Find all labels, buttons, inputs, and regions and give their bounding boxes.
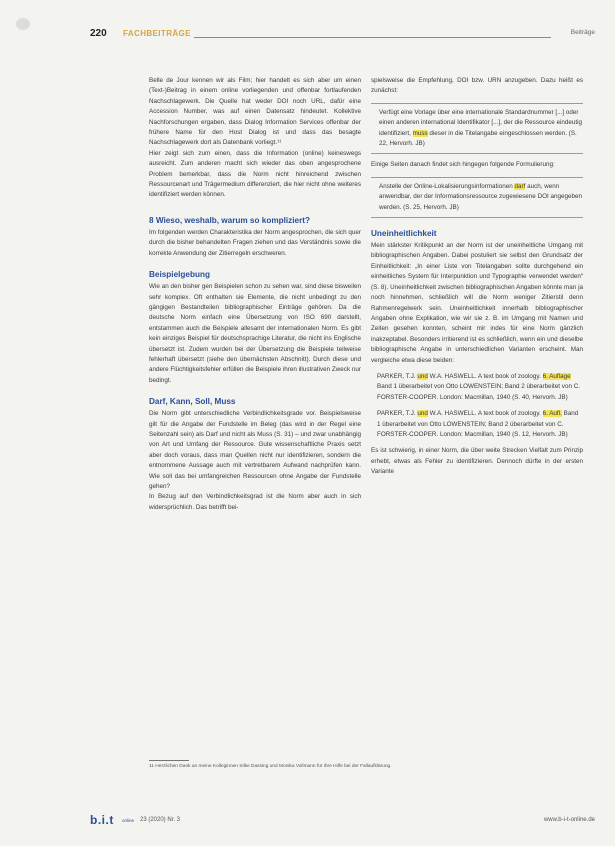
section-heading: 8 Wieso, weshalb, warum so kompliziert? (149, 215, 310, 225)
issue-info: 23 (2020) Nr. 3 (140, 817, 181, 823)
quote-text: auch, wenn anwendbar, der der Informationsressource zugewiesene DOI angegeben werden. (S. 25, Hervorh. JB) (379, 182, 583, 211)
reference-example (371, 372, 583, 403)
ref-text: überarbeitet von C. FORSTER-COOPER. London: Macmillan, 1940 (S. 40, Hervorh. JB) (377, 383, 581, 401)
reference-example (371, 409, 583, 440)
paragraph: spielsweise die Empfehlung, DOI bzw. URN anzugeben. Dazu heißt es zunächst: (371, 77, 583, 95)
paragraph: Im folgenden werden Charakteristika der Norm angesprochen, die sich quer durch die bisher behandelten Fragen ziehen und das Verständnis sowie die korrekte Anwendung der Zitierregeln erschweren. (149, 228, 361, 257)
highlighted-word: und (417, 372, 428, 380)
section-label: FACHBEITRÄGE (123, 29, 191, 38)
paragraph: Einige Seiten danach findet sich hingegen folgende Formulierung: (371, 161, 555, 169)
highlighted-word: muss (412, 129, 428, 137)
header-right-label: Beiträge (570, 29, 595, 36)
ref-text: Band 1 überarbeitet von Otto LOWENSTEIN; Band 2 (377, 383, 527, 391)
page-header (90, 28, 595, 42)
highlighted-word: 6. Aufl. (542, 410, 562, 418)
paragraph: Es ist schwierig, in einer Norm, die über weite Strecken Vielfalt zum Prinzip erhebt, etwas als Fehler zu identifizieren. Dennoch dürfte in der ersten Variante (371, 447, 583, 476)
block-quote (371, 177, 583, 218)
paragraph: In Bezug auf den Verbindlichkeitsgrad ist die Norm aber auch in sich widersprüchlich. Das betrifft bei- (149, 493, 361, 511)
paragraph: Mein stärkster Kritikpunkt an der Norm ist der uneinheitliche Umgang mit bibliographischen Angaben. Dabei postuliert sie selbst den Grundsatz der Einheitlichkeit: „In einer Liste von Titelangaben sollte durchgehend ein einheitliches System für Interpunktion und Typographie verwendet werden“ (S. 8). Uneinheitlichkeit zwischen bibliographischen Angaben könnte man ja noch hinnehmen, schließlich will die Norm weniger Zitierstil denn Rahmenregelwerk sein. Uneinheitlichkeit innerhalb bibliographischer Angaben ohne Explikation, wie wir sie z. B. im Umgang mit Namen und Zeiten gesehen konnten, scheint mir indes für eine Norm gänzlich inakzeptabel. Besonders irritierend ist es schließlich, wenn ein und dieselbe bibliographische Angabe in unterschiedlichen Varianten erscheint. Man vergleiche etwa diese beiden: (371, 242, 583, 364)
block-quote (371, 103, 583, 155)
subsection-heading: Darf, Kann, Soll, Muss (149, 397, 236, 407)
journal-url: www.b-i-t-online.de (543, 817, 595, 823)
left-column (149, 76, 361, 752)
footnote-rule (149, 760, 189, 761)
right-column (371, 76, 583, 752)
highlighted-word: 6. Auflage (542, 372, 571, 380)
quote-text: dieser in die Titelangabe eingeschlossen werden. (S. 22, Hervorh. JB) (379, 129, 577, 148)
header-rule (194, 37, 551, 38)
ref-text: W.A. HASWELL. A text book of zoology. (427, 410, 543, 418)
ref-text: Band 1 überarbeitet von Otto LOWENSTEIN; Band 2 (377, 410, 579, 428)
paragraph: Wie an den bisher gen Beispielen schon zu sehen war, sind diese bisweilen sehr komplex. Oft enthalten sie Elemente, die nicht unbedingt zu den gängigen Bestandteilen bibliographischer Einträge gehören. Da die deutsche Norm einfach eine Übersetzung von ISO 690 darstellt, entstammen auch die Beispiele allesamt der internationalen Norm. Es gibt kein einziges Beispiel für deutschsprachige Literatur, die nicht ins Englische übersetzt ist. Zudem wurden bei der Übersetzung die Beispiele teilweise fehlerhaft übersetzt (siehe den übernächsten Abschnitt). Durch diese und andere Flüchtigkeitsfehler erfüllen die Beispiele ihren illustrativen Zweck nur bedingt. (149, 283, 361, 384)
punch-hole-mark (16, 18, 30, 30)
page-number: 220 (90, 28, 107, 39)
subsection-heading: Beispielgebung (149, 270, 210, 280)
paragraph: Hier zeigt sich zum einen, dass die Information (online) keineswegs ausreicht. Zum anderen macht sich wieder das oben angesprochene Problem bemerkbar, dass die Norm nicht hinreichend zwischen Ressourcenart und Trägermedium differenziert, die hier nicht ohne weiteres identifiziert werden können. (149, 149, 361, 199)
subsection-heading: Uneinheitlichkeit (371, 229, 437, 239)
quote-text: Anstelle der Online-Lokalisierungsinformationen (379, 182, 515, 190)
ref-text: W.A. HASWELL. A text book of zoology. (427, 372, 543, 380)
ref-text: PARKER, T.J. (377, 372, 418, 380)
footnote: 11 Herzlichen Dank an meine Kolleginnen Silke Dassing und Monika Vollmann für ihre Hilfe bei der Fallaufklärung. (149, 764, 392, 769)
paragraph: Die Norm gibt unterschiedliche Verbindlichkeitsgrade vor. Beispielsweise gilt für die Angabe der Fundstelle im Beleg (das wird in der Regel eine Seitenzahl sein) als Darf und nicht als Muss (S. 31) – und zwar unabhängig von Art und Umfang der Ressource. Gute wissenschaftliche Praxis setzt aber doch voraus, dass man Quellen nicht nur identifizieren, sondern die entnommene Aussage auch mit vertretbarem Aufwand nachprüfen kann. Wie soll das bei umfangreichen Ressourcen ohne Angabe der Fundstelle gehen? (149, 410, 361, 490)
ref-text: PARKER, T.J. (377, 410, 418, 418)
highlighted-word: darf (514, 182, 526, 190)
page-footer (90, 813, 595, 827)
quote-text: Verfügt eine Vorlage über eine internationale Standardnummer [...] oder einen anderen international Identifikator [...], der die Ressource eindeutig identifiziert, (379, 108, 583, 137)
journal-logo-sub: online (122, 818, 135, 823)
ref-text: überarbeitet von C. FORSTER-COOPER. London: Macmillan, 1940 (S. 12, Hervorh. JB) (377, 420, 568, 438)
journal-logo: b.i.t (90, 813, 114, 827)
paragraph: Belle de Jour kennen wir als Film; hier handelt es sich aber um einen (Text-)Beitrag in einem online vorliegenden und offenbar fortlaufenden Nachschlagewerk. Die Quelle hat weder DOI noch URL, dafür eine Accession Number, was auf einen Datensatz hindeutet. Kollektive Nachforschungen ergaben, dass Dialog Information Services offenbar der frühere Name für den Host Dialog ist und dass das besagte Nachschlagewerk dort als Datenbank vorliegt.¹¹ (149, 77, 361, 147)
highlighted-word: und (417, 410, 428, 418)
